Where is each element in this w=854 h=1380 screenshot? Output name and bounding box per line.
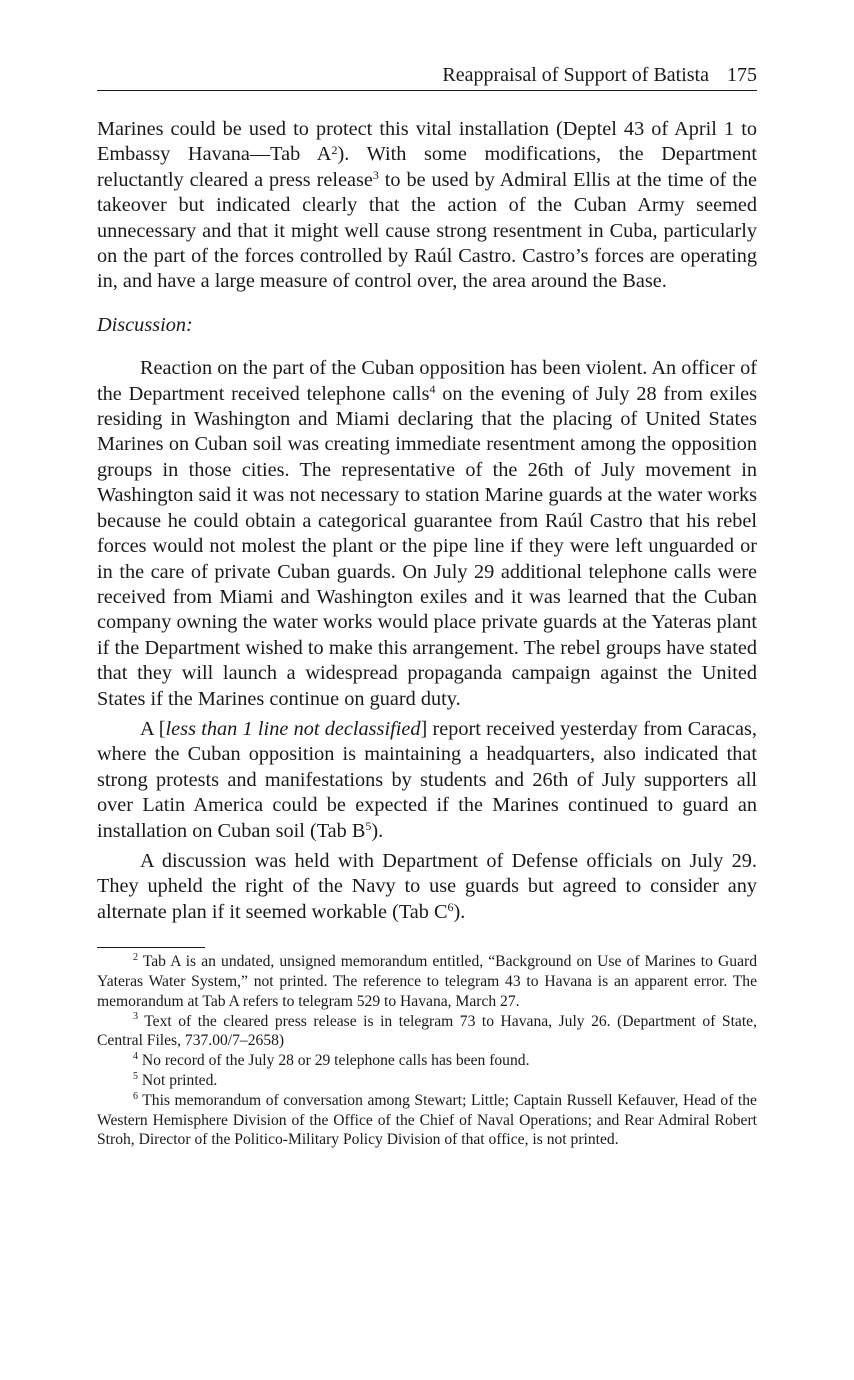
footnote-ref-6[interactable]: 6 [447, 900, 454, 915]
paragraph-2-text-b: on the evening of July 28 from exiles residing in Washington and Miami declaring that the placing of United States Marines on Cuban soil was creating immediate resentment among the opposition groups in those cities. The representative of the 26th of July movement in Washington said it was not necessary to station Marine guards at the water works because he could obtain a categorical guarantee from Raúl Castro that his rebel forces would not molest the plant or the pipe line if they were left unguarded or in the care of private Cuban guards. On July 29 additional telephone calls were received from Miami and Washington exiles and it was learned that the Cuban company owning the water works would place private guards at the Yateras plant if the Department wished to make this arrangement. The rebel groups have stated that they will launch a widespread propaganda campaign against the United States if the Marines continue on guard duty. [97, 382, 757, 710]
paragraph-3-text-c: ). [371, 819, 384, 842]
footnote-ref-2[interactable]: 2 [331, 142, 338, 157]
footnote-4 [97, 1051, 757, 1071]
footnote-6-text: This memorandum of conversation among Stewart; Little; Captain Russell Kefauver, Head of the Western Hemisphere Division of the Office of the Chief of Naval Operations; and Rear Admiral Robert Stroh, Director of the Politico-Military Policy Division of that office, is not printed. [97, 1091, 757, 1149]
paragraph-3-text-a: A [ [140, 717, 166, 740]
document-page [97, 62, 757, 1150]
footnote-3-text: Text of the cleared press release is in telegram 73 to Havana, July 26. (Department of State, Central Files, 737.00/7–2658) [97, 1012, 757, 1050]
paragraph-1-text-c: to be used by Admiral Ellis at the time of the takeover but indicated clearly that the action of the Cuban Army seemed unnecessary and that it might well cause strong resentment in Cuba, particularly on the part of the forces controlled by Raúl Castro. Castro’s forces are operating in, and have a large measure of control over, the area around the Base. [97, 168, 757, 293]
running-head-title: Reappraisal of Support of Batista [442, 64, 709, 86]
paragraph-4-text-a: A discussion was held with Department of Defense officials on July 29. They upheld the right of the Navy to use guards but agreed to consider any alternate plan if it seemed workable (Tab C [97, 849, 757, 923]
footnote-mark-3: 3 [133, 1011, 138, 1023]
paragraph-3 [97, 717, 757, 844]
footnote-3 [97, 1012, 757, 1052]
footnote-4-text: No record of the July 28 or 29 telephone calls has been found. [141, 1052, 530, 1070]
paragraph-2-text-a: Reaction on the part of the Cuban opposition has been violent. An officer of the Department received telephone calls [97, 357, 757, 405]
paragraph-1 [97, 117, 757, 295]
footnote-5 [97, 1071, 757, 1091]
page-number: 175 [727, 64, 757, 86]
paragraph-3-italic: less than 1 line not declassified [165, 717, 421, 740]
paragraph-2 [97, 356, 757, 712]
paragraph-4 [97, 849, 757, 925]
body-text [97, 117, 757, 925]
footnote-5-text: Not printed. [141, 1071, 218, 1089]
paragraph-1-text-b: ). With some modifications, the Department reluctantly cleared a press release [97, 143, 758, 191]
footnote-ref-3[interactable]: 3 [372, 168, 379, 183]
footnote-mark-6: 6 [133, 1090, 138, 1102]
footnote-6 [97, 1091, 757, 1150]
footnote-mark-4: 4 [133, 1050, 138, 1062]
footnotes [97, 952, 757, 1150]
footnote-2-text: Tab A is an undated, unsigned memorandum entitled, “Background on Use of Marines to Guard Yateras Water System,” not printed. The reference to telegram 43 to Havana is an apparent error. The memorandum at Tab A refers to telegram 529 to Havana, March 27. [97, 953, 758, 1010]
paragraph-1-text-a: Marines could be used to protect this vital installation (Deptel 43 of April 1 to Embassy Havana—Tab A [97, 118, 757, 166]
paragraph-4-text-c: ). [453, 900, 466, 923]
paragraph-3-text-b: ] report received yesterday from Caracas, where the Cuban opposition is maintaining a headquarters, also indicated that strong protests and manifestations by students and 26th of July supporters all over Latin America could be expected if the Marines continued to guard an installation on Cuban soil (Tab B [97, 717, 757, 842]
footnote-2 [97, 952, 757, 1011]
footnote-ref-5[interactable]: 5 [365, 818, 372, 833]
section-heading-discussion: Discussion: [97, 313, 193, 336]
footnote-ref-4[interactable]: 4 [429, 381, 436, 396]
running-head [97, 62, 757, 91]
footnote-mark-2: 2 [133, 952, 138, 963]
footnote-divider [97, 947, 205, 948]
footnote-mark-5: 5 [133, 1070, 138, 1082]
